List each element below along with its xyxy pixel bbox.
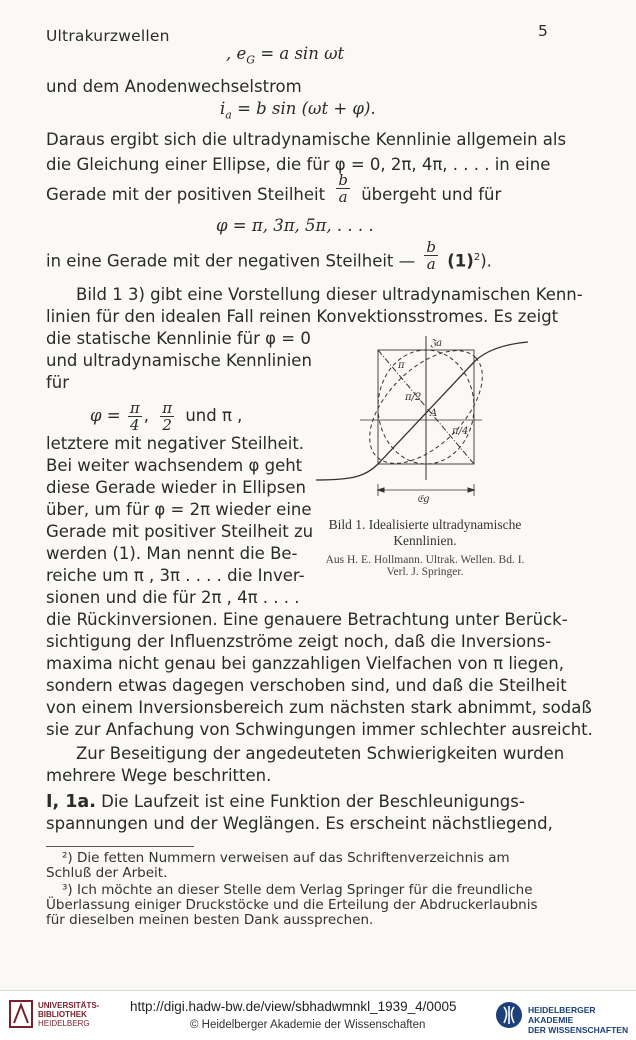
paragraph2-line7: letztere mit negativer Steilheit.: [46, 434, 305, 453]
paragraph2-line10: über, um für φ = 2π wieder eine: [46, 500, 312, 519]
paragraph2-line17: maxima nicht genau bei ganzzahligen Vielfachen von π liegen,: [46, 654, 564, 673]
figure-caption-line1: Bild 1. Idealisierte ultradynamische: [328, 517, 522, 532]
page-number: 5: [538, 22, 548, 40]
viewer-footer: [0, 990, 636, 1040]
label-pi: π: [398, 360, 405, 371]
fraction-b-over-a: $\frac{b}{a}$: [338, 171, 348, 206]
ub-logo-icon: [8, 999, 34, 1029]
paragraph2-line14: sionen und die für 2π , 4π . . . .: [46, 588, 300, 607]
figure-caption-line2: Kennlinien.: [393, 533, 457, 548]
paragraph2-line12: werden (1). Man nennt die Be-: [46, 544, 298, 563]
footnote-2-line2: Schluß der Arbeit.: [46, 865, 168, 881]
figure-credit-line1: Aus H. E. Hollmann. Ultrak. Wellen. Bd. I.: [325, 554, 525, 566]
paragraph2-line19: von einem Inversionsbereich zum nächsten stark abnimmt, sodaß: [46, 698, 592, 717]
footnote-rule: [46, 846, 194, 847]
fraction-neg-b-over-a: $\frac{b}{a}$: [426, 237, 436, 273]
intro-line: und dem Anodenwechselstrom: [46, 77, 302, 96]
footnote-3-line3: für dieselben meinen besten Dank aussprechen.: [46, 912, 374, 928]
kennlinien-figure: [306, 330, 534, 516]
phi-fractions: φ = $\frac{\pi}{4}$ , $\frac{\pi}{2}$ und π ,: [90, 399, 243, 434]
paragraph2-line1: Bild 1 3) gibt eine Vorstellung dieser ultradynamischen Kenn-: [76, 285, 583, 304]
paragraph2-line20: sie zur Anfachung von Schwingungen immer schlechter ausreicht.: [46, 720, 593, 739]
paragraph2-line3: die statische Kennlinie für φ = 0: [46, 329, 311, 348]
footnote-3-line2: Überlassung einiger Druckstöcke und die Erteilung der Abdruckerlaubnis: [46, 897, 538, 913]
paragraph2-line2: linien für den idealen Fall reinen Konvektionsstromes. Es zeigt: [46, 307, 559, 326]
footnote-2-line1: ²) Die fetten Nummern verweisen auf das Schriftenverzeichnis am: [62, 850, 510, 866]
ub-label: UNIVERSITÄTS- BIBLIOTHEK HEIDELBERG: [38, 1001, 100, 1028]
paragraph4-line1: I, 1a. Die Laufzeit ist eine Funktion der Beschleunigungs-: [46, 792, 525, 812]
paragraph1-line3: Gerade mit der positiven Steilheit $\frac{b}{a}$ übergeht und für: [46, 171, 502, 206]
figure-credit-line2: Verl. J. Springer.: [386, 566, 464, 578]
paragraph3-line2: mehrere Wege beschritten.: [46, 766, 272, 785]
paragraph2-line11: Gerade mit positiver Steilheit zu: [46, 522, 314, 541]
label-pi4: π/4: [452, 426, 469, 437]
paragraph2-line16: sichtigung der Influenzströme zeigt noch, daß die Inversions-: [46, 632, 552, 651]
phi-list: φ = π, 3π, 5π, . . . .: [216, 216, 374, 235]
section-heading: I, 1a.: [46, 792, 96, 812]
paragraph2-line4: und ultradynamische Kennlinien: [46, 351, 312, 370]
paragraph4-line2: spannungen und der Weglängen. Es erscheint nächstliegend,: [46, 814, 553, 833]
running-title: Ultrakurzwellen: [46, 27, 170, 45]
paragraph2-line15: die Rückinversionen. Eine genauere Betrachtung unter Berück-: [46, 610, 568, 629]
paragraph2-line5: für: [46, 373, 70, 392]
paragraph2-line9: diese Gerade wieder in Ellipsen: [46, 478, 306, 497]
paragraph3-line1: Zur Beseitigung der angedeuteten Schwierigkeiten wurden: [76, 744, 565, 763]
hd-akademie-label: HEIDELBERGER AKADEMIE DER WISSENSCHAFTEN: [528, 1005, 629, 1035]
equation-1: , $e_G = a$ sin ωt: [226, 44, 345, 67]
copyright-notice: © Heidelberger Akademie der Wissenschaften: [190, 1019, 426, 1031]
paragraph2-line8: Bei weiter wachsendem φ geht: [46, 456, 303, 475]
paragraph2-line13: reiche um π , 3π . . . . die Inver-: [46, 566, 305, 585]
label-ug: 𝔈g: [417, 494, 430, 505]
label-A: A: [430, 408, 438, 419]
fraction-pi-2: $\frac{\pi}{2}$: [162, 399, 173, 434]
label-pi2: π/2: [405, 392, 422, 403]
hd-akademie-logo-icon: [494, 999, 524, 1031]
paragraph1-line2: die Gleichung einer Ellipse, die für φ = 0, 2π, 4π, . . . . in eine: [46, 155, 551, 174]
paragraph1-line5: in eine Gerade mit der negativen Steilheit — $\frac{b}{a}$ $(1)^2$).: [46, 237, 492, 273]
static-curve: [316, 342, 528, 480]
footnote-3-line1: ³) Ich möchte an dieser Stelle dem Verlag Springer für die freundliche: [62, 882, 533, 898]
equation-2: $i_a = b$ sin (ωt + φ).: [220, 99, 376, 122]
fraction-pi-4: $\frac{\pi}{4}$: [129, 399, 140, 434]
paragraph2-line18: sondern etwas dagegen verschoben sind, und daß die Steilheit: [46, 676, 567, 695]
label-ia: 𝔍a: [430, 338, 443, 349]
permalink-link[interactable]: http://digi.hadw-bw.de/view/sbhadwmnkl_1939_4/0005: [130, 999, 457, 1014]
paragraph1-line1: Daraus ergibt sich die ultradynamische Kennlinie allgemein als: [46, 130, 567, 149]
